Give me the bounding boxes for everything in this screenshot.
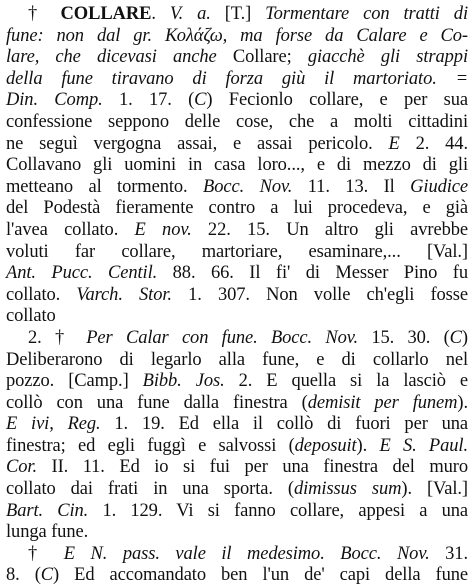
entry-line bbox=[6, 90, 468, 112]
italic-text: C bbox=[449, 327, 462, 348]
roman-text: ). bbox=[356, 435, 380, 456]
italic-text: Giudice bbox=[410, 176, 469, 197]
entry-line bbox=[6, 263, 468, 285]
roman-text: voluti far collare, martoriare, esaminare,... [Val.] bbox=[6, 241, 468, 262]
entry-line bbox=[6, 565, 468, 587]
entry-line bbox=[6, 306, 468, 328]
italic-text: della fune tiravano di forza giù il martoriato. = bbox=[6, 68, 468, 89]
entry-line bbox=[6, 4, 468, 26]
italic-text: lare, che dicevasi anche bbox=[6, 47, 233, 68]
italic-text: deposuit bbox=[294, 435, 357, 456]
entry-line bbox=[6, 69, 468, 91]
roman-text: lunga fune. bbox=[6, 522, 89, 543]
roman-text: 88. 66. Il fi' di Messer Pino fu bbox=[157, 263, 468, 284]
entry-line bbox=[6, 26, 468, 48]
roman-text: collato bbox=[6, 306, 56, 327]
italic-text: Bart. Cin. bbox=[6, 500, 89, 521]
roman-text: ) Ed accomandato ben l'un de' capi della fune bbox=[53, 565, 468, 586]
italic-text: Bocc. Nov. bbox=[203, 176, 293, 197]
entry-line bbox=[6, 350, 468, 372]
italic-text: Varch. Stor. bbox=[76, 284, 172, 305]
italic-text: E N. pass. vale il medesimo. Bocc. Nov. bbox=[63, 543, 430, 564]
italic-text: V. a. bbox=[169, 4, 211, 24]
roman-text: ne seguì vergogna assai, e assai pericolo. bbox=[6, 133, 389, 154]
roman-text: ). bbox=[457, 392, 468, 413]
roman-text: 2. 44. bbox=[399, 133, 468, 154]
roman-text: 11. 13. Il bbox=[292, 176, 411, 197]
entry-line bbox=[6, 177, 468, 199]
roman-text: Collavano gli uomini in casa loro..., e di mezzo di gli bbox=[6, 155, 468, 176]
roman-text: metteano al tormento. bbox=[6, 176, 204, 197]
roman-text: . bbox=[151, 4, 170, 24]
roman-text: 31. bbox=[429, 543, 468, 564]
entry-line bbox=[6, 220, 468, 242]
roman-text: collò con una fune dalla finestra ( bbox=[6, 392, 308, 413]
entry-line bbox=[6, 371, 468, 393]
roman-text: Collare; bbox=[232, 47, 308, 68]
italic-text: C bbox=[194, 90, 207, 111]
roman-text: pozzo. [Camp.] bbox=[6, 371, 143, 392]
roman-text: Deliberarono di legarlo alla fune, e di collarlo nel bbox=[6, 349, 468, 370]
passive-sense-line bbox=[6, 544, 468, 566]
roman-text: finestra; ed egli fuggì e salvossi ( bbox=[6, 435, 295, 456]
roman-text: 22. 15. Un altro gli avrebbe bbox=[191, 219, 468, 240]
roman-text: ). [Val.] bbox=[401, 479, 468, 500]
entry-line bbox=[6, 522, 468, 544]
roman-text: ) bbox=[461, 327, 468, 348]
sense-2-line bbox=[6, 328, 468, 350]
italic-text: Per Calar con fune. Bocc. Nov. bbox=[86, 327, 359, 348]
roman-text: collato dai frati in una sporta. ( bbox=[6, 479, 294, 500]
italic-text: Din. Comp. bbox=[6, 90, 103, 111]
entry-line bbox=[6, 457, 468, 479]
roman-text: 2. E quella si la lasciò e bbox=[224, 371, 469, 392]
italic-text: giacchè gli strappi bbox=[307, 47, 468, 68]
dictionary-entry bbox=[6, 4, 468, 587]
entry-line bbox=[6, 285, 468, 307]
italic-text: demisit per funem bbox=[307, 392, 458, 413]
roman-text: [T.] bbox=[210, 4, 266, 24]
roman-text: 1. 129. Vi si fanno collare, appesi a una bbox=[88, 500, 468, 521]
italic-text: E bbox=[388, 133, 400, 154]
italic-text: Tormentare con tratti di bbox=[265, 4, 468, 24]
roman-text: 1. 19. Ed ella il collò di fuori per una bbox=[100, 414, 468, 435]
roman-text: † bbox=[28, 543, 64, 564]
roman-text: 2. † bbox=[28, 327, 87, 348]
italic-text: dimissus sum bbox=[293, 479, 402, 500]
roman-text: 1. 307. Non volle ch'egli fosse bbox=[171, 284, 468, 305]
roman-text: 1. 17. ( bbox=[102, 90, 195, 111]
italic-text: Cor. bbox=[6, 457, 37, 478]
italic-text: E nov. bbox=[134, 219, 192, 240]
roman-text: l'avea collato. bbox=[6, 219, 135, 240]
italic-text: fune: non dal gr. Κολάζω, ma forse da Calare e Co- bbox=[6, 25, 468, 46]
italic-text: Bibb. Jos. bbox=[142, 371, 225, 392]
roman-text: 8. ( bbox=[6, 565, 41, 586]
headword: COLLARE bbox=[60, 4, 152, 24]
entry-line bbox=[6, 198, 468, 220]
entry-line bbox=[6, 414, 468, 436]
entry-line bbox=[6, 47, 468, 69]
roman-text: ) Fecionlo collare, e per sua bbox=[206, 90, 468, 111]
roman-text: 15. 30. ( bbox=[358, 327, 450, 348]
entry-line bbox=[6, 436, 468, 458]
italic-text: E S. Paul. bbox=[379, 435, 468, 456]
entry-line bbox=[6, 479, 468, 501]
roman-text: † bbox=[28, 4, 61, 24]
italic-text: Ant. Pucc. Centil. bbox=[6, 263, 158, 284]
roman-text: II. 11. Ed io si fui per una finestra del muro bbox=[36, 457, 468, 478]
entry-line bbox=[6, 112, 468, 134]
roman-text: del Podestà fieramente contro a lui procedeva, e già bbox=[6, 198, 468, 219]
entry-line bbox=[6, 501, 468, 523]
italic-text: C bbox=[40, 565, 54, 586]
entry-line bbox=[6, 393, 468, 415]
entry-line bbox=[6, 155, 468, 177]
italic-text: E ivi, Reg. bbox=[6, 414, 101, 435]
entry-line bbox=[6, 242, 468, 264]
roman-text: confessione seppono delle cose, che a molti cittadini bbox=[6, 111, 468, 132]
roman-text: collato. bbox=[6, 284, 77, 305]
entry-line bbox=[6, 134, 468, 156]
